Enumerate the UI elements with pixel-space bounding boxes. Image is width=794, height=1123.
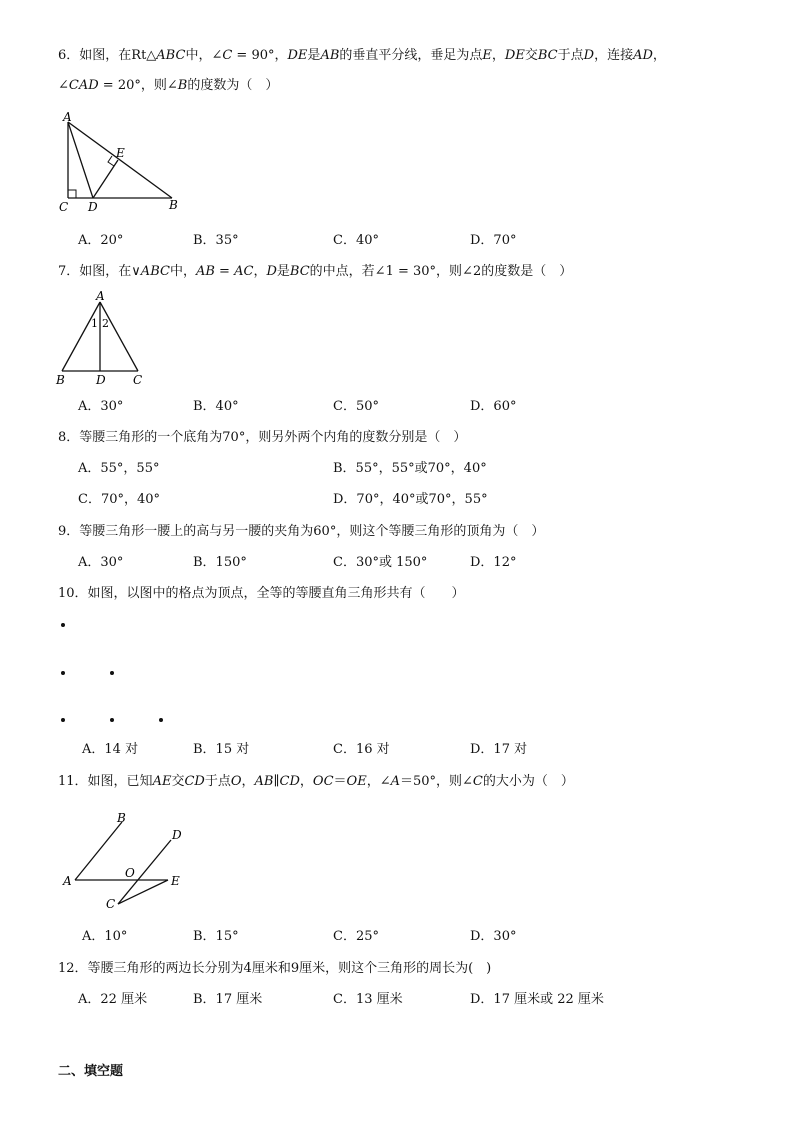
grid-point bbox=[110, 718, 114, 722]
segment-de bbox=[93, 160, 118, 198]
math: BC bbox=[289, 264, 310, 279]
math: ∠CAD bbox=[58, 78, 99, 93]
triangle-symbol: △ bbox=[146, 48, 157, 63]
q10-grid-points-figure bbox=[55, 615, 175, 730]
angle-label-2: 2 bbox=[102, 317, 109, 330]
text: ， bbox=[652, 48, 666, 63]
q8-option-b[interactable]: B．55°，55°或70°，40° bbox=[333, 461, 487, 476]
label-e: E bbox=[116, 146, 125, 160]
q6-option-d[interactable]: D．70° bbox=[470, 233, 517, 248]
q10-option-b[interactable]: B．15 对 bbox=[193, 742, 250, 757]
text: 如图，在Rt bbox=[79, 48, 147, 63]
q6-option-b[interactable]: B．35° bbox=[193, 233, 239, 248]
math: CD bbox=[184, 774, 205, 789]
segment-ab bbox=[75, 822, 122, 880]
q7-isosceles-figure bbox=[52, 286, 152, 390]
text: 如图，在 bbox=[79, 264, 132, 279]
math: D bbox=[266, 264, 277, 279]
text: ， bbox=[241, 774, 255, 789]
question-number: 7． bbox=[58, 264, 80, 279]
math: ∠A bbox=[379, 774, 400, 789]
math: DE bbox=[287, 48, 308, 63]
text: ， bbox=[366, 774, 380, 789]
math: D bbox=[583, 48, 595, 63]
q9-option-b[interactable]: B．150° bbox=[193, 555, 247, 570]
text: ＝ bbox=[333, 774, 347, 789]
q8-option-c[interactable]: C．70°，40° bbox=[78, 492, 161, 507]
q9-option-c[interactable]: C．30°或 150° bbox=[333, 555, 428, 570]
text: 的大小为（ ） bbox=[482, 774, 574, 789]
text: 如图，已知 bbox=[87, 774, 153, 789]
math: AD bbox=[633, 48, 653, 63]
text: 中， bbox=[169, 264, 196, 279]
text: ， bbox=[253, 264, 267, 279]
label-o: O bbox=[125, 866, 135, 880]
question-number: 8． bbox=[58, 430, 80, 445]
segment-ce bbox=[118, 880, 168, 904]
q10-option-d[interactable]: D．17 对 bbox=[470, 742, 528, 757]
text: 是 bbox=[276, 264, 290, 279]
label-e: E bbox=[171, 874, 180, 888]
text: = 90°， bbox=[232, 48, 288, 63]
text: 交 bbox=[171, 774, 185, 789]
question-6-line-2 bbox=[58, 77, 278, 95]
math: ∠1 bbox=[374, 264, 394, 279]
text: 于点 bbox=[557, 48, 584, 63]
question-12 bbox=[58, 960, 491, 978]
text: 中， bbox=[185, 48, 212, 63]
text: = 20°，则 bbox=[98, 78, 167, 93]
text: ， bbox=[491, 48, 505, 63]
q8-option-a[interactable]: A．55°，55° bbox=[78, 461, 160, 476]
text: 的垂直平分线，垂足为点 bbox=[339, 48, 483, 63]
grid-point bbox=[61, 718, 65, 722]
q7-option-d[interactable]: D．60° bbox=[470, 399, 517, 414]
math: ∠C bbox=[462, 774, 483, 789]
grid-point bbox=[159, 718, 163, 722]
label-a: A bbox=[63, 110, 72, 124]
q7-option-b[interactable]: B．40° bbox=[193, 399, 239, 414]
question-9 bbox=[58, 523, 544, 541]
q9-option-a[interactable]: A．30° bbox=[78, 555, 124, 570]
grid-point bbox=[110, 671, 114, 675]
segment-ac bbox=[100, 302, 138, 371]
grid-point bbox=[61, 623, 65, 627]
text: ＝50°，则 bbox=[399, 774, 463, 789]
math: ∨ABC bbox=[131, 264, 170, 279]
math: AB bbox=[320, 48, 340, 63]
label-b: B bbox=[169, 198, 178, 212]
q10-option-a[interactable]: A．14 对 bbox=[82, 742, 139, 757]
math: ∠2 bbox=[462, 264, 482, 279]
math: E bbox=[482, 48, 492, 63]
q10-option-c[interactable]: C．16 对 bbox=[333, 742, 390, 757]
q11-option-b[interactable]: B．15° bbox=[193, 929, 239, 944]
math: AB bbox=[254, 774, 274, 789]
text: = bbox=[214, 264, 235, 279]
math: CD bbox=[279, 774, 300, 789]
label-d: D bbox=[88, 200, 98, 214]
question-6-line-1 bbox=[58, 47, 666, 65]
question-number: 12． bbox=[58, 961, 88, 976]
q6-option-c[interactable]: C．40° bbox=[333, 233, 379, 248]
q6-triangle-figure bbox=[55, 108, 185, 216]
text: 于点 bbox=[204, 774, 231, 789]
question-number: 9． bbox=[58, 524, 80, 539]
label-d: D bbox=[96, 373, 106, 387]
math: OE bbox=[346, 774, 367, 789]
label-b: B bbox=[117, 811, 126, 825]
text: 交 bbox=[524, 48, 538, 63]
q11-option-c[interactable]: C．25° bbox=[333, 929, 379, 944]
angle-label-1: 1 bbox=[91, 317, 98, 330]
q6-option-a[interactable]: A．20° bbox=[78, 233, 124, 248]
question-text: 如图，以图中的格点为顶点，全等的等腰直角三角形共有（ ） bbox=[87, 586, 465, 601]
segment-ab bbox=[62, 302, 100, 371]
question-11 bbox=[58, 773, 574, 791]
right-angle-mark-c bbox=[68, 190, 76, 198]
text: 的度数为（ ） bbox=[187, 78, 279, 93]
grid-point bbox=[61, 671, 65, 675]
right-angle-mark-e bbox=[108, 156, 114, 166]
section-title-fill-in: 二、填空题 bbox=[58, 1064, 124, 1079]
segment-ab bbox=[68, 122, 172, 198]
question-text: 等腰三角形一腰上的高与另一腰的夹角为60°，则这个等腰三角形的顶角为（ ） bbox=[79, 524, 545, 539]
segment-ad bbox=[68, 122, 93, 198]
text: 的中点，若 bbox=[309, 264, 375, 279]
q11-parallel-lines-figure bbox=[60, 808, 190, 918]
q12-option-d[interactable]: D．17 厘米或 22 厘米 bbox=[470, 992, 604, 1007]
text: 的度数是（ ） bbox=[481, 264, 573, 279]
q7-option-a[interactable]: A．30° bbox=[78, 399, 124, 414]
text: ∥ bbox=[273, 774, 280, 789]
question-text: 等腰三角形的一个底角为70°，则另外两个内角的度数分别是（ ） bbox=[79, 430, 467, 445]
label-c: C bbox=[133, 373, 143, 387]
question-text: 等腰三角形的两边长分别为4厘米和9厘米，则这个三角形的周长为( ) bbox=[87, 961, 492, 976]
math: ABC bbox=[156, 48, 186, 63]
math: AE bbox=[152, 774, 172, 789]
q8-option-d[interactable]: D．70°，40°或70°，55° bbox=[333, 492, 488, 507]
label-c: C bbox=[59, 200, 69, 214]
text: ，连接 bbox=[594, 48, 634, 63]
q11-option-a[interactable]: A．10° bbox=[82, 929, 128, 944]
question-8 bbox=[58, 429, 466, 447]
math: ∠B bbox=[166, 78, 188, 93]
math: AB bbox=[195, 264, 215, 279]
math: BC bbox=[537, 48, 558, 63]
label-a: A bbox=[63, 874, 72, 888]
math: OC bbox=[312, 774, 334, 789]
question-number: 10． bbox=[58, 586, 88, 601]
math: O bbox=[230, 774, 242, 789]
q11-option-d[interactable]: D．30° bbox=[470, 929, 517, 944]
q7-option-c[interactable]: C．50° bbox=[333, 399, 379, 414]
q12-option-b[interactable]: B．17 厘米 bbox=[193, 992, 263, 1007]
question-number: 6． bbox=[58, 48, 80, 63]
label-a: A bbox=[96, 289, 105, 303]
math: ∠C bbox=[211, 48, 233, 63]
math: AC bbox=[234, 264, 254, 279]
text: = 30°，则 bbox=[393, 264, 463, 279]
question-10 bbox=[58, 585, 465, 603]
math: DE bbox=[504, 48, 525, 63]
label-b: B bbox=[56, 373, 65, 387]
question-number: 11． bbox=[58, 774, 88, 789]
q12-option-c[interactable]: C．13 厘米 bbox=[333, 992, 403, 1007]
label-d: D bbox=[172, 828, 182, 842]
q9-option-d[interactable]: D．12° bbox=[470, 555, 517, 570]
label-c: C bbox=[106, 897, 116, 911]
text: ， bbox=[299, 774, 313, 789]
text: 是 bbox=[307, 48, 321, 63]
question-7-line-1 bbox=[58, 263, 572, 281]
q12-option-a[interactable]: A．22 厘米 bbox=[78, 992, 148, 1007]
